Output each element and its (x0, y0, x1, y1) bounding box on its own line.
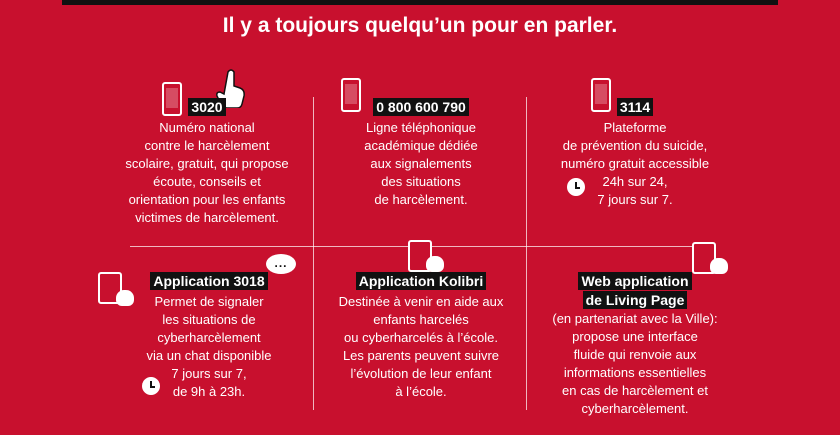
card-0800600790 (318, 98, 524, 209)
card-application-3018 (108, 272, 310, 401)
card-description: (en partenariat avec la Ville): propose une interface fluide qui renvoie aux informations essentielles en cas de harcèlement et cyberharcèlement. (552, 311, 718, 416)
page-title: Il y a toujours quelqu’un pour en parler. (222, 14, 618, 37)
card-living-page (530, 272, 740, 418)
top-bar (62, 0, 778, 5)
card-3020 (104, 98, 310, 227)
card-label-line-2: de Living Page (583, 291, 688, 309)
hand-icon (426, 256, 444, 272)
vertical-divider-left (313, 97, 314, 410)
card-label: Application Kolibri (356, 272, 486, 290)
card-label: Web application (578, 272, 691, 290)
card-label: Application 3018 (150, 272, 267, 290)
card-description: Ligne téléphonique académique dédiée aux signalements des situations de harcèlement. (364, 120, 478, 207)
chat-bubble-icon: ... (266, 254, 296, 274)
card-description: Plateforme de prévention du suicide, numéro gratuit accessible 24h sur 24, 7 jours sur 7. (560, 120, 710, 207)
card-description: Permet de signaler les situations de cyberharcèlement via un chat disponible 7 jours sur 7, de 9h à 23h. (146, 294, 272, 399)
card-description: Numéro national contre le harcèlement scolaire, gratuit, qui propose écoute, conseils et orientation pour les enfants victimes de harcèlement. (125, 120, 289, 225)
card-label: 3020 (188, 98, 225, 116)
card-label: 3114 (617, 98, 653, 116)
card-3114 (532, 98, 738, 209)
card-label: 0 800 600 790 (373, 98, 469, 116)
card-application-kolibri (318, 272, 524, 401)
vertical-divider-right (526, 97, 527, 410)
card-description: Destinée à venir en aide aux enfants harcelés ou cyberharcelés à l’école. Les parents peuvent suivre l’évolution de leur enfant à l’école. (338, 294, 504, 399)
